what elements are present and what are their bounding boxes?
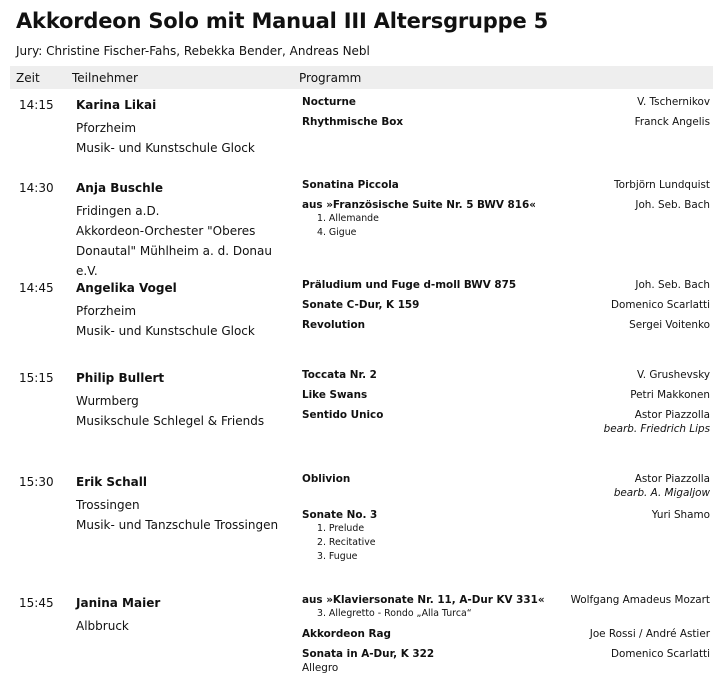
composer: Yuri Shamo	[651, 509, 710, 521]
participant-location: Albbruck	[76, 619, 129, 633]
piece-title: aus »Klaviersonate Nr. 11, A-Dur KV 331«	[302, 594, 545, 606]
participant-location: Pforzheim	[76, 304, 137, 318]
program-item	[302, 594, 710, 620]
column-header-zeit: Zeit	[16, 71, 40, 85]
movement: 4. Gigue	[317, 227, 357, 238]
participant-location: Trossingen	[76, 498, 140, 512]
participant-name: Erik Schall	[76, 475, 148, 489]
participant-info	[76, 495, 291, 535]
program-list	[302, 179, 710, 247]
participant-location: Pforzheim	[76, 121, 137, 135]
program-item	[302, 409, 710, 435]
piece-title: Akkordeon Rag	[302, 628, 391, 640]
column-header-teilnehmer: Teilnehmer	[72, 71, 138, 85]
composer: Domenico Scarlatti	[611, 299, 710, 311]
piece-title: Sonate C-Dur, K 159	[302, 299, 420, 311]
time-slot: 14:15	[19, 98, 54, 112]
arranger: bearb. A. Migaljow	[613, 487, 710, 499]
piece-title: Sentido Unico	[302, 409, 384, 421]
program-item	[302, 179, 710, 191]
movement: 3. Fugue	[317, 551, 358, 562]
program-item	[302, 116, 710, 128]
participant-school: Musik- und Kunstschule Glock	[76, 141, 255, 155]
piece-title: aus »Französische Suite Nr. 5 BWV 816«	[302, 199, 536, 211]
program-item	[302, 473, 710, 499]
participant-info	[76, 301, 291, 341]
program-list	[302, 369, 710, 445]
column-header-programm: Programm	[299, 71, 362, 85]
program-item	[302, 509, 710, 563]
piece-title: Oblivion	[302, 473, 351, 485]
piece-title: Like Swans	[302, 389, 368, 401]
program-item	[302, 628, 710, 640]
program-item	[302, 299, 710, 311]
participant-name: Anja Buschle	[76, 181, 163, 195]
piece-title: Toccata Nr. 2	[302, 369, 377, 381]
composer: Torbjörn Lundquist	[614, 179, 710, 191]
participant-name: Philip Bullert	[76, 371, 165, 385]
piece-title: Rhythmische Box	[302, 116, 404, 128]
program-list	[302, 473, 710, 571]
program-item	[302, 369, 710, 381]
piece-title: Sonate No. 3	[302, 509, 378, 521]
participant-name: Angelika Vogel	[76, 281, 177, 295]
participant-school: Akkordeon-Orchester "Oberes Donautal" Mühlheim a. d. Donau e.V.	[76, 224, 272, 278]
composer: Franck Angelis	[634, 116, 710, 128]
composer: V. Tschernikov	[637, 96, 710, 108]
composer: Joe Rossi / André Astier	[589, 628, 710, 640]
movement: 1. Allemande	[317, 213, 379, 224]
arranger: bearb. Friedrich Lips	[603, 423, 710, 435]
piece-title: Nocturne	[302, 96, 356, 108]
time-slot: 14:30	[19, 181, 54, 195]
program-list	[302, 279, 710, 339]
program-item	[302, 96, 710, 108]
page-title: Akkordeon Solo mit Manual III Altersgruppe 5	[16, 9, 549, 33]
piece-title: Revolution	[302, 319, 365, 331]
composer: Sergei Voitenko	[629, 319, 710, 331]
composer: Joh. Seb. Bach	[635, 279, 710, 291]
time-slot: 14:45	[19, 281, 54, 295]
composer: Astor Piazzolla	[634, 409, 710, 421]
participant-name: Karina Likai	[76, 98, 157, 112]
participant-location: Wurmberg	[76, 394, 139, 408]
participant-info	[76, 201, 291, 281]
movement: 3. Allegretto - Rondo „Alla Turca“	[317, 608, 472, 619]
composer: Joh. Seb. Bach	[635, 199, 710, 211]
participant-info	[76, 118, 291, 158]
composer: Astor Piazzolla	[634, 473, 710, 485]
participant-school: Musikschule Schlegel & Friends	[76, 414, 265, 428]
program-item	[302, 279, 710, 291]
time-slot: 15:15	[19, 371, 54, 385]
program-list	[302, 96, 710, 136]
program-list	[302, 594, 710, 682]
participant-info	[76, 616, 291, 636]
piece-title: Sonata in A-Dur, K 322	[302, 648, 435, 660]
participant-location: Fridingen a.D.	[76, 204, 160, 218]
participant-info	[76, 391, 291, 431]
composer: V. Grushevsky	[636, 369, 710, 381]
time-slot: 15:45	[19, 596, 54, 610]
program-item	[302, 319, 710, 331]
composer: Petri Makkonen	[630, 389, 710, 401]
piece-title: Sonatina Piccola	[302, 179, 399, 191]
composer: Wolfgang Amadeus Mozart	[570, 594, 710, 606]
movement: 1. Prelude	[317, 523, 365, 534]
movement: 2. Recitative	[317, 537, 376, 548]
program-item	[302, 389, 710, 401]
time-slot: 15:30	[19, 475, 54, 489]
jury-line: Jury: Christine Fischer-Fahs, Rebekka Bender, Andreas Nebl	[16, 44, 370, 58]
table-header	[10, 66, 713, 89]
program-item	[302, 648, 710, 674]
participant-name: Janina Maier	[76, 596, 161, 610]
piece-subtitle: Allegro	[302, 662, 339, 674]
piece-title: Präludium und Fuge d-moll BWV 875	[302, 279, 517, 291]
composer: Domenico Scarlatti	[611, 648, 710, 660]
participant-school: Musik- und Kunstschule Glock	[76, 324, 255, 338]
participant-school: Musik- und Tanzschule Trossingen	[76, 518, 279, 532]
program-item	[302, 199, 710, 239]
